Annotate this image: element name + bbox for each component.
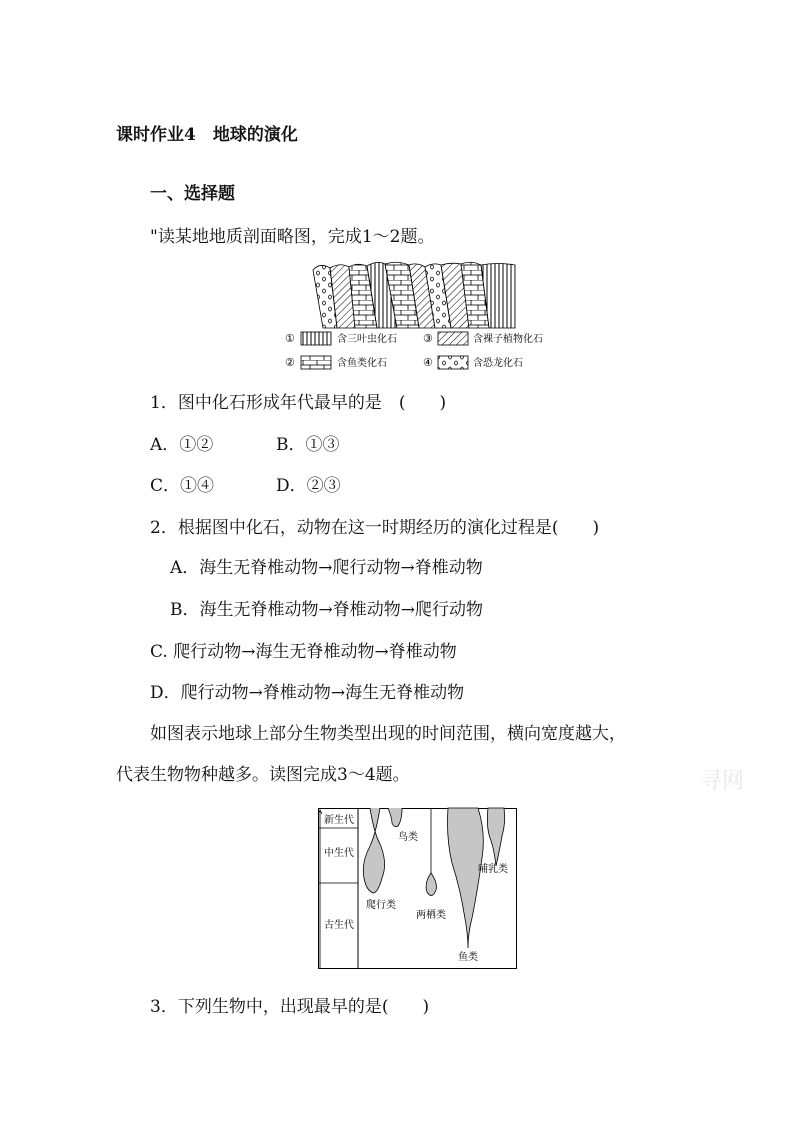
figure-legend [285,332,543,369]
question-3-stem: 3．下列生物中，出现最早的是( ) [150,997,430,1017]
q1-option-d[interactable]: D．②③ [276,476,341,496]
page-title: 课时作业4 地球的演化 [116,125,298,145]
question-1-stem: 1．图中化石形成年代最早的是 ( ) [150,393,447,413]
legend-label-1: 含三叶虫化石 [337,334,397,345]
question-2-stem: 2．根据图中化石，动物在这一时期经历的演化过程是( ) [150,518,600,538]
q1-option-b[interactable]: B．①③ [276,435,340,455]
label-reptiles: 爬行类 [366,900,396,911]
section-heading: 一、选择题 [150,184,235,204]
q2-option-a[interactable]: A．海生无脊椎动物→爬行动物→脊椎动物 [170,558,483,578]
legend-num-4: ④ [423,356,433,369]
evolution-figure [318,808,518,970]
era-cenozoic: 新生代 [324,815,354,826]
intro-text-1: "读某地地质剖面略图，完成1～2题。 [150,227,435,247]
era-mesozoic: 中生代 [324,848,354,859]
legend-num-1: ① [285,332,295,345]
q2-option-c[interactable]: C. 爬行动物→海生无脊椎动物→脊椎动物 [150,642,457,662]
q1-option-c[interactable]: C．①④ [150,476,215,496]
legend-num-2: ② [285,356,295,369]
watermark: 寻网 [700,769,745,794]
label-mammals: 哺乳类 [478,864,508,875]
label-fish: 鱼类 [458,952,478,963]
geologic-section-figure [285,240,555,375]
q2-option-d[interactable]: D．爬行动物→脊椎动物→海生无脊椎动物 [150,683,465,703]
legend-label-2: 含鱼类化石 [337,358,387,369]
label-amphibians: 两栖类 [416,910,446,921]
era-paleozoic: 古生代 [324,920,354,931]
strata-band [313,262,515,328]
label-birds: 鸟类 [398,832,418,843]
legend-label-4: 含恐龙化石 [473,358,523,369]
intro-text-2-line1: 如图表示地球上部分生物类型出现的时间范围，横向宽度越大， [150,724,626,744]
legend-swatch-fish [301,356,331,369]
legend-swatch-gymnosperm [438,332,468,345]
q1-option-a[interactable]: A．①② [150,435,214,455]
intro-text-2-line2: 代表生物物种越多。读图完成3～4题。 [116,765,410,785]
q2-option-b[interactable]: B．海生无脊椎动物→脊椎动物→爬行动物 [170,600,483,620]
legend-num-3: ③ [423,332,433,345]
legend-swatch-trilobite [301,332,331,345]
legend-swatch-dinosaur [438,356,468,369]
legend-label-3: 含裸子植物化石 [473,334,543,345]
